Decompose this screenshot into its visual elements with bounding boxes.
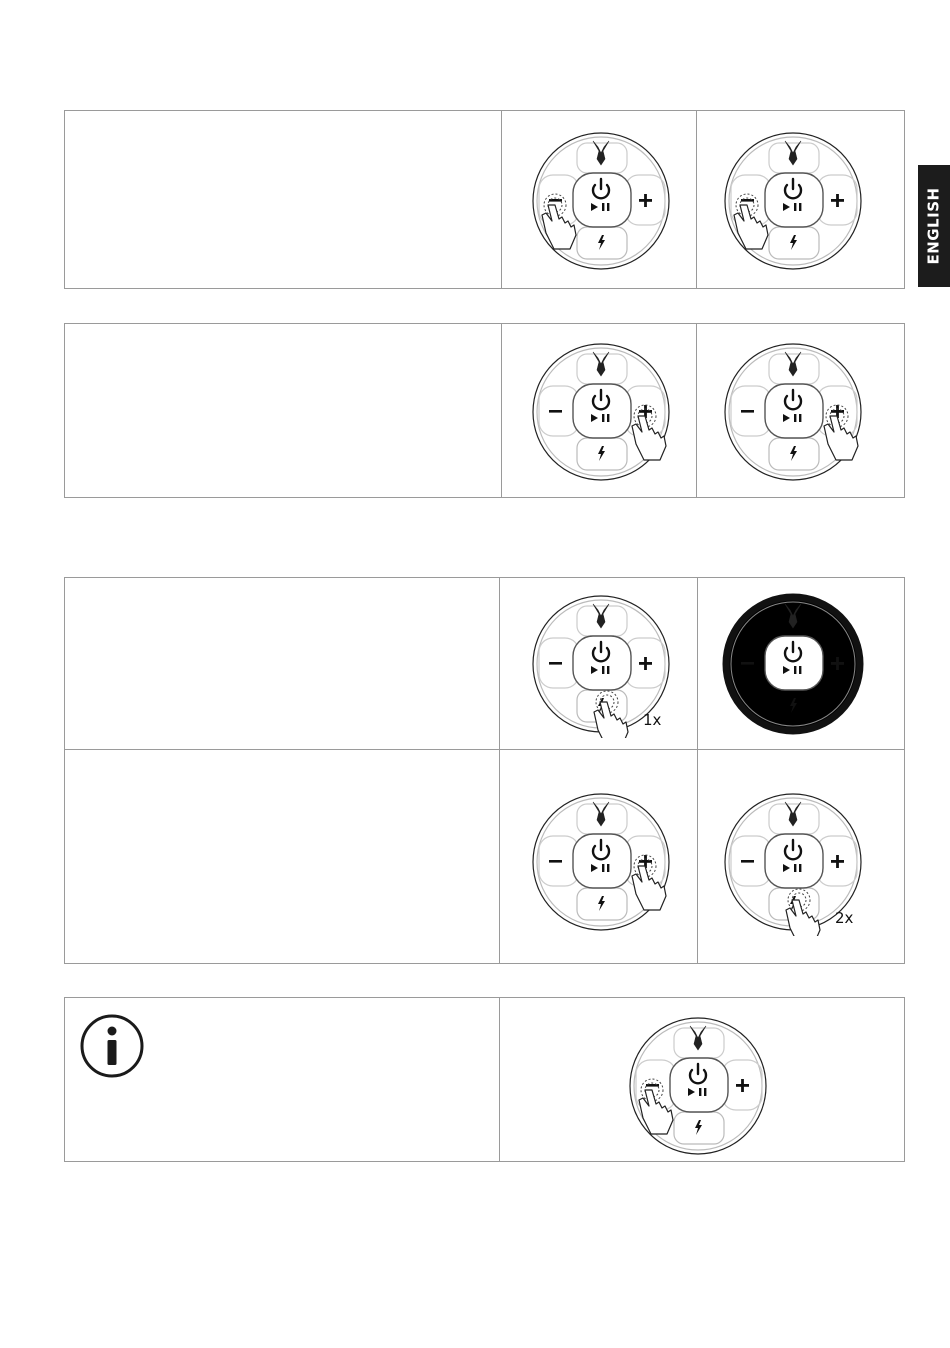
plus-icon [639,194,652,207]
text-cell [65,578,499,963]
press-count-label: 2x [835,909,854,927]
hand-icon [632,866,666,910]
bolt-icon [790,235,797,250]
panel-volume-up [64,323,905,498]
illustration-minus-press-info [624,1012,774,1160]
logo-icon [593,604,609,628]
minus-icon [741,410,754,413]
panel-bolt [64,577,905,964]
minus-icon [741,860,754,863]
minus-icon [549,410,562,413]
panel-volume-down [64,110,905,289]
bolt-icon [695,1120,702,1135]
minus-icon [741,662,754,665]
illustration-minus-press-2 [719,127,869,275]
hand-icon [824,416,858,460]
plus-icon [831,855,844,868]
language-tab-label: ENGLISH [925,187,944,265]
plus-icon [736,1079,749,1092]
press-count-label: 1x [643,711,662,729]
logo-icon [690,1026,706,1050]
hand-icon [632,416,666,460]
bolt-icon [790,446,797,461]
illustration-plus-press-3 [527,788,677,936]
language-tab [918,165,950,287]
logo-icon [785,352,801,376]
logo-icon [593,352,609,376]
illustration-ring-lit [719,590,869,738]
plus-icon [831,194,844,207]
illustration-minus-press-1 [527,127,677,275]
plus-icon [639,657,652,670]
illustration-plus-press-1 [527,338,677,486]
minus-icon [549,860,562,863]
text-cell [65,111,501,288]
logo-icon [593,141,609,165]
logo-icon [593,802,609,826]
info-icon [80,1014,144,1078]
illustration-plus-press-2 [719,338,869,486]
bolt-icon [598,896,605,911]
logo-icon [785,141,801,165]
panel-info [64,997,905,1162]
minus-icon [549,662,562,665]
bolt-icon [598,446,605,461]
logo-icon [785,802,801,826]
text-cell [65,324,501,497]
illustration-bolt-press-once [527,590,677,738]
bolt-icon [598,235,605,250]
illustration-bolt-press-twice [719,788,869,936]
